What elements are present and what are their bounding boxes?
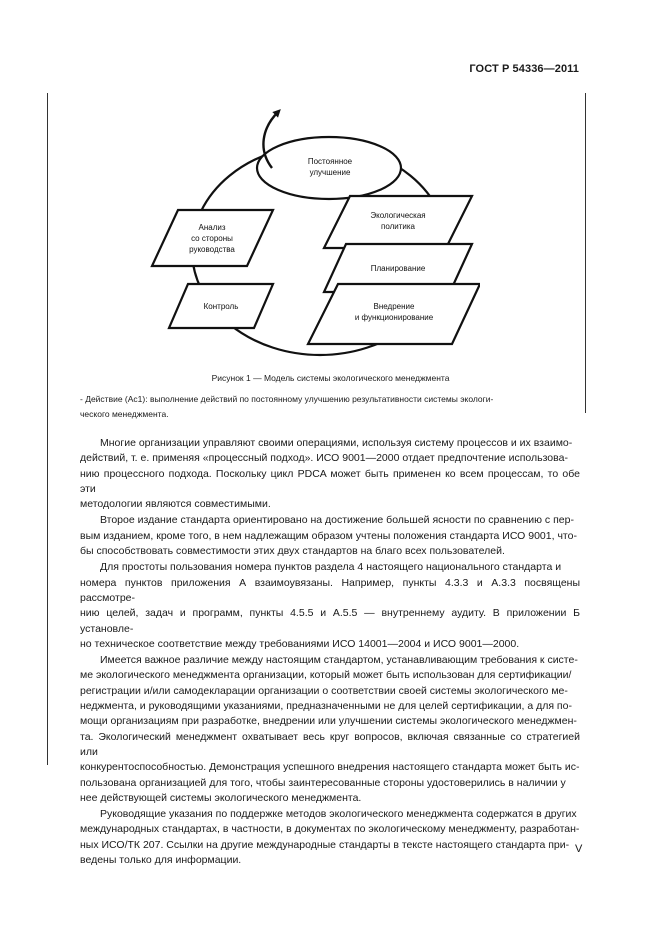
text-line: бы способствовать совместимости этих двух стандартов на благо всех пользователей. (80, 545, 505, 558)
text-line: нее действующей системы экологического менеджмента. (80, 791, 362, 804)
figure-caption: Рисунок 1 — Модель системы экологического менеджмента (211, 373, 450, 383)
paragraph (80, 436, 580, 512)
text-line: Для простоты пользования номера пунктов раздела 4 настоящего национального стандарта и (100, 561, 562, 574)
text-line: Многие организации управляют своими операциями, используя систему процессов и их взаимо- (100, 437, 573, 449)
text-line: вым изданием, кроме того, в нем надлежащим образом учтены положения стандарта ИСО 9001, что- (80, 529, 577, 542)
implementation-line-2: и функционирование (354, 313, 434, 322)
text-line: методологии являются совместимыми. (80, 498, 271, 511)
review-line-3: руководства (189, 245, 235, 254)
env-policy-line-2: политика (381, 222, 415, 231)
implementation-line-1: Внедрение (373, 302, 415, 311)
text-line: Руководящие указания по поддержке методов экологического менеджмента содержатся в других (100, 808, 577, 821)
note-line: - Действие (Ас1): выполнение действий по постоянному улучшению результативности системы экологи- (80, 394, 494, 404)
paragraph (80, 653, 580, 806)
text-line: действий, т. е. применяя «процессный подход». ИСО 9001—2000 отдает предпочтение использова- (80, 452, 568, 465)
control-label: Контроль (203, 302, 239, 311)
pdca-diagram (150, 100, 480, 362)
standard-number: ГОСТ Р 54336—2011 (469, 63, 579, 75)
text-line: ме экологического менеджмента организации, который может быть использован для сертификации/ (80, 669, 572, 682)
text-line: ных ИСО/ТК 207. Ссылки на другие международные стандарты в тексте настоящего стандарта при- (80, 838, 570, 851)
body-text (80, 436, 583, 869)
paragraph (80, 513, 580, 559)
left-margin-rule (47, 93, 48, 765)
text-line: Второе издание стандарта ориентировано на достижение большей ясности по сравнению с пер- (100, 514, 574, 527)
action-note (80, 392, 576, 422)
review-line-1: Анализ (198, 223, 226, 232)
text-line: номера пунктов приложения А взаимоувязаны. Например, пункты 4.3.3 и А.3.3 посвящены рассмотре- (80, 576, 580, 604)
text-line: пользована организацией для того, чтобы заинтересованные стороны удостоверились в наличии у (80, 776, 566, 789)
planning-label: Планирование (370, 264, 426, 273)
paragraph (80, 560, 580, 652)
text-line: международных стандартах, в частности, в документах по экологическому менеджменту, разработан- (80, 823, 580, 836)
text-line: нию целей, задач и программ, пункты 4.5.5 и А.5.5 — внутреннему аудиту. В приложении Б установле- (80, 607, 580, 635)
text-line: Имеется важное различие между настоящим стандартом, устанавливающим требования к систе- (100, 654, 578, 667)
text-line: неджмента, и руководящими указаниями, предназначенными не для целей сертификации, а для по- (80, 700, 572, 713)
text-line: ведены только для информации. (80, 854, 242, 867)
page-number: V (575, 843, 583, 855)
paragraph (80, 807, 583, 868)
text-line: та. Экологический менеджмент охватывает весь круг вопросов, включая связанные со стратегией или (80, 730, 580, 758)
improvement-line-2: улучшение (309, 168, 351, 177)
review-line-2: со стороны (191, 234, 233, 243)
text-line: конкурентоспособностью. Демонстрация успешного внедрения настоящего стандарта может быть ис- (80, 761, 580, 774)
text-line: но техническое соответствие между требованиями ИСО 14001—2004 и ИСО 9001—2000. (80, 637, 520, 650)
improvement-line-1: Постоянное (307, 157, 353, 166)
text-line: нию процессного подхода. Поскольку цикл PDCA может быть применен ко всем процессам, то обе эти (80, 467, 580, 495)
text-line: регистрации и/или самодекларации организации о соответствии своей системы экологического ме- (80, 684, 568, 697)
text-line: мощи организациям при разработке, внедрении или улучшении системы экологического менеджмен- (80, 715, 577, 728)
env-policy-line-1: Экологическая (370, 211, 426, 220)
right-margin-rule (585, 93, 586, 413)
note-line: ческого менеджмента. (80, 409, 169, 419)
